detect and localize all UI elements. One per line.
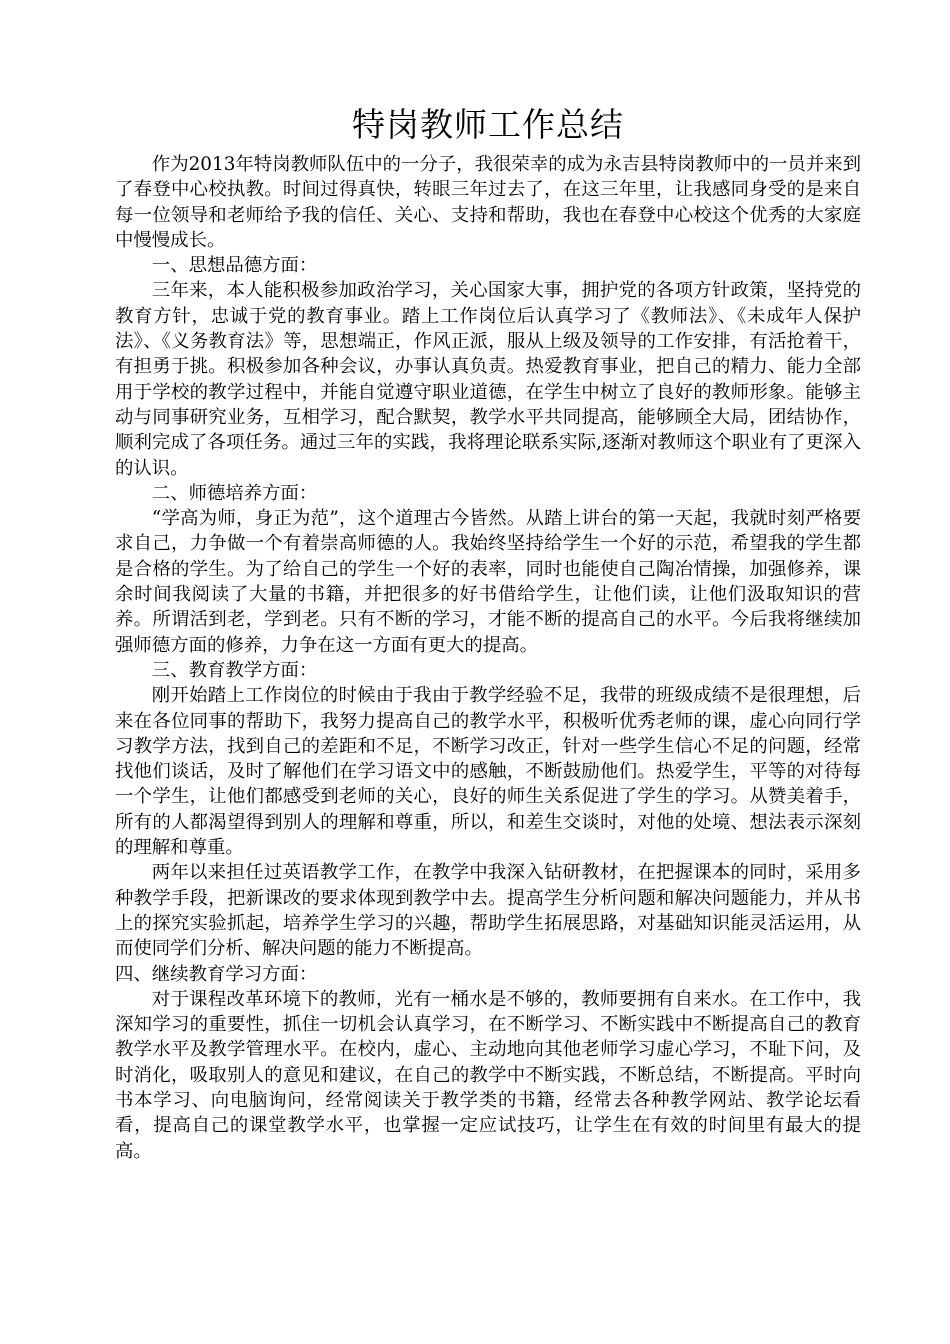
section-heading-ethics: 二、师德培养方面：	[151, 482, 318, 504]
intro-paragraph: 作为2013年特岗教师队伍中的一分子，我很荣幸的成为永吉县特岗教师中的一员并来到了春登中心校执教。时间过得真快，转眼三年过去了，在这三年里，让我感同身受的是来自每一位领导和老师给予我的信任、关心、支持和帮助，我也在春登中心校这个优秀的大家庭中慢慢成长。	[115, 154, 861, 251]
section-heading-moral: 一、思想品德方面：	[151, 255, 318, 277]
document-title: 特岗教师工作总结	[352, 105, 624, 144]
section-heading-teaching: 三、教育教学方面：	[151, 659, 318, 681]
document-page	[115, 100, 861, 1164]
section-body-ethics: “学高为师，身正为范”，这个道理古今皆然。从踏上讲台的第一天起，我就时刻严格要求自己，力争做一个有着崇高师德的人。我始终坚持给学生一个好的示范，希望我的学生都是合格的学生。为了给自己的学生一个好的表率，同时也能使自己陶冶情操，加强修养，课余时间我阅读了大量的书籍，并把很多的好书借给学生，让他们读，让他们汲取知识的营养。所谓活到老，学到老。只有不断的学习，才能不断的提高自己的水平。今后我将继续加强师德方面的修养，力争在这一方面有更大的提高。	[115, 508, 861, 656]
section-heading-continuing-education: 四、继续教育学习方面：	[115, 963, 318, 985]
section-body-teaching-2: 两年以来担任过英语教学工作，在教学中我深入钻研教材，在把握课本的同时，采用多种教学手段，把新课改的要求体现到教学中去。提高学生分析问题和解决问题能力，并从书上的探究实验抓起，培养学生学习的兴趣，帮助学生拓展思路，对基础知识能灵活运用，从而使同学们分析、解决问题的能力不断提高。	[115, 862, 861, 960]
section-body-continuing-education: 对于课程改革环境下的教师，光有一桶水是不够的，教师要拥有自来水。在工作中，我深知学习的重要性，抓住一切机会认真学习，在不断学习、不断实践中不断提高自己的教育教学水平及教学管理水平。在校内，虚心、主动地向其他老师学习虚心学习，不耻下问，及时消化，吸取别人的意见和建议，在自己的教学中不断实践，不断总结，不断提高。平时向书本学习、向电脑询问，经常阅读关于教学类的书籍，经常去各种教学网站、教学论坛看看，提高自己的课堂教学水平，也掌握一定应试技巧，让学生在有效的时间里有最大的提高。	[115, 988, 861, 1162]
section-body-teaching-1: 刚开始踏上工作岗位的时候由于我由于教学经验不足，我带的班级成绩不是很理想，后来在各位同事的帮助下，我努力提高自己的教学水平，积极听优秀老师的课，虚心向同行学习教学方法，找到自己的差距和不足，不断学习改正，针对一些学生信心不足的问题，经常找他们谈话，及时了解他们在学习语文中的感触，不断鼓励他们。热爱学生，平等的对待每一个学生，让他们都感受到老师的关心，良好的师生关系促进了学生的学习。从赞美着手，所有的人都渴望得到别人的理解和尊重，所以，和差生交谈时，对他的处境、想法表示深刻的理解和尊重。	[115, 685, 861, 859]
section-body-moral: 三年来，本人能积极参加政治学习，关心国家大事，拥护党的各项方针政策，坚持党的教育方针，忠诚于党的教育事业。踏上工作岗位后认真学习了《教师法》、《未成年人保护法》、《义务教育法》等，思想端正，作风正派，服从上级及领导的工作安排，有活抢着干，有担勇于挑。积极参加各种会议，办事认真负责。热爱教育事业，把自己的精力、能力全部用于学校的教学过程中，并能自觉遵守职业道德，在学生中树立了良好的教师形象。能够主动与同事研究业务，互相学习，配合默契，教学水平共同提高，能够顾全大局，团结协作，顺利完成了各项任务。通过三年的实践，我将理论联系实际,逐渐对教师这个职业有了更深入的认识。	[115, 280, 861, 479]
